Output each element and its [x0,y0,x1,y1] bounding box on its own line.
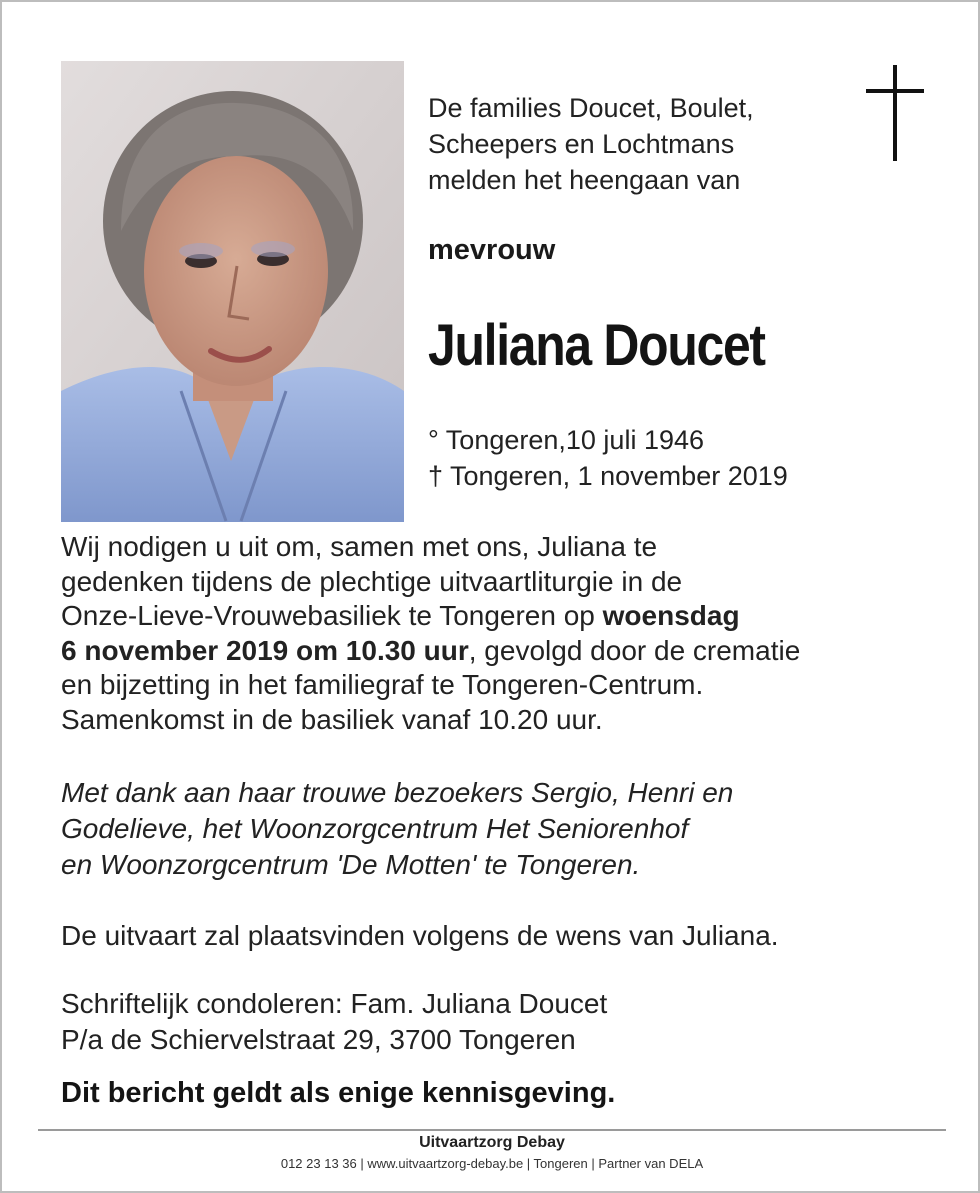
invitation-text [61,530,941,737]
life-dates [428,422,788,494]
salutation: mevrouw [428,234,556,266]
invitation-line: en bijzetting in het familiegraf te Tongeren-Centrum. [61,669,704,700]
condolence-line: P/a de Schiervelstraat 29, 3700 Tongeren [61,1024,576,1055]
thanks-text [61,775,941,883]
notice-text: Dit bericht geldt als enige kennisgeving. [61,1077,616,1109]
condolence-line: Schriftelijk condoleren: Fam. Juliana Doucet [61,988,608,1019]
thanks-line: Godelieve, het Woonzorgcentrum Het Seniorenhof [61,813,689,844]
invitation-line: Samenkomst in de basiliek vanaf 10.20 uur. [61,703,603,735]
invitation-line: Onze-Lieve-Vrouwebasiliek te Tongeren op woensdag [61,600,740,631]
thanks-line: Met dank aan haar trouwe bezoekers Sergio, Henri en [61,777,734,808]
birth-date: ° Tongeren,10 juli 1946 [428,425,705,455]
cross-icon [866,65,924,161]
funeral-home-name: Uitvaartzorg Debay [419,1134,565,1151]
condolence-address [61,986,607,1058]
deceased-name: Juliana Doucet [428,313,765,378]
invitation-line: gedenken tijdens de plechtige uitvaartliturgie in de [61,565,683,597]
intro-line: De families Doucet, Boulet, [428,93,754,123]
thanks-line: en Woonzorgcentrum 'De Motten' te Tongeren. [61,849,641,880]
intro-line: Scheepers en Lochtmans [428,129,735,159]
intro-line: melden het heengaan van [428,165,741,195]
invitation-line: Wij nodigen u uit om, samen met ons, Juliana te [61,531,658,562]
funeral-wish: De uitvaart zal plaatsvinden volgens de wens van Juliana. [61,920,779,951]
death-date: † Tongeren, 1 november 2019 [428,461,788,491]
intro-text [428,90,848,198]
service-datetime: 6 november 2019 om 10.30 uur [61,634,469,666]
funeral-home-contact: 012 23 13 36 | www.uitvaartzorg-debay.be | Tongeren | Partner van DELA [280,1156,704,1171]
invitation-line: 6 november 2019 om 10.30 uur, gevolgd door de crematie [61,634,801,666]
portrait-photo [61,61,404,522]
footer-divider [38,1129,946,1131]
service-day: woensdag [602,600,740,631]
